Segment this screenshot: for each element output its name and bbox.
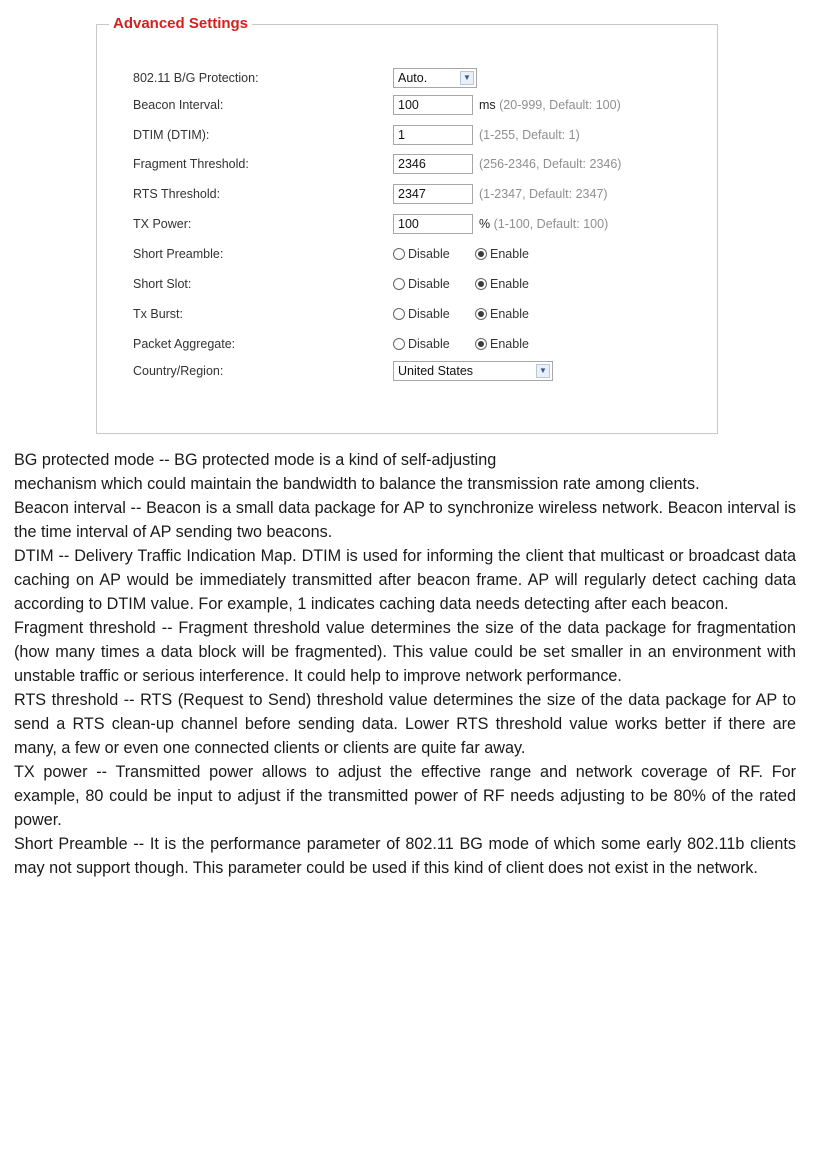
row-tx-power [133,213,717,239]
enable-label: Enable [490,247,529,261]
tx-burst-enable-option[interactable] [475,307,529,321]
dtim-paragraph: DTIM -- Delivery Traffic Indication Map. DTIM is used for informing the client that multicast or broadcast data caching on AP would be immediately transmitted after beacon frame. AP will regularly detect caching data according to DTIM value. For example, 1 indicates caching data needs detecting after each beacon. [14,547,796,613]
beacon-interval-unit: ms [479,98,496,112]
tx-burst-label: Tx Burst: [133,307,184,321]
row-fragment-threshold [133,153,717,179]
row-short-slot [133,273,717,299]
dtim-label: DTIM (DTIM): [133,128,210,142]
row-packet-aggregate [133,333,717,359]
short-preamble-enable-option[interactable] [475,247,529,261]
row-tx-burst [133,303,717,329]
dtim-hint: (1-255, Default: 1) [479,128,580,142]
tx-power-range: (1-100, Default: 100) [490,217,609,231]
short-preamble-disable-option[interactable] [393,247,450,261]
short-preamble-label: Short Preamble: [133,247,224,261]
disable-label: Disable [408,307,450,321]
row-beacon-interval [133,94,717,120]
tx-power-paragraph: TX power -- Transmitted power allows to adjust the effective range and network coverage of RF. For example, 80 could be input to adjust if the transmitted power of RF needs adjusting to be 80% of the rated power. [14,763,796,829]
rts-threshold-paragraph: RTS threshold -- RTS (Request to Send) threshold value determines the size of the data package for AP to send a RTS clean-up channel before sending data. Lower RTS threshold value works better if there are many, a few or even one connected clients or clients are quite far away. [14,691,796,757]
tx-burst-disable-option[interactable] [393,307,450,321]
bg-protection-label: 802.11 B/G Protection: [133,71,259,85]
chevron-down-icon: ▼ [536,364,550,378]
tx-power-hint [479,217,608,231]
chevron-down-icon: ▼ [460,71,474,85]
bg-protection-select[interactable] [393,68,477,88]
row-bg-protection [133,67,717,93]
short-slot-enable-option[interactable] [475,277,529,291]
disable-label: Disable [408,337,450,351]
row-short-preamble [133,243,717,269]
bg-protection-value: Auto. [398,71,428,85]
bg-protected-mode-paragraph: BG protected mode -- BG protected mode is a kind of self-adjusting [14,451,497,469]
short-slot-enable-radio[interactable] [475,278,487,290]
fragment-threshold-label: Fragment Threshold: [133,157,249,171]
country-region-value: United States [398,364,474,378]
rts-threshold-hint: (1-2347, Default: 2347) [479,187,608,201]
rts-threshold-input[interactable]: 2347 [393,184,473,204]
beacon-interval-range: (20-999, Default: 100) [495,98,621,112]
packet-aggregate-disable-option[interactable] [393,337,450,351]
packet-aggregate-label: Packet Aggregate: [133,337,236,351]
short-preamble-enable-radio[interactable] [475,248,487,260]
beacon-interval-hint [479,98,621,112]
enable-label: Enable [490,277,529,291]
enable-label: Enable [490,307,529,321]
beacon-interval-input[interactable]: 100 [393,95,473,115]
short-slot-disable-option[interactable] [393,277,450,291]
country-region-label: Country/Region: [133,364,224,378]
row-dtim [133,124,717,150]
row-rts-threshold [133,183,717,209]
country-region-select[interactable] [393,361,553,381]
tx-power-label: TX Power: [133,217,192,231]
tx-burst-enable-radio[interactable] [475,308,487,320]
beacon-interval-label: Beacon Interval: [133,98,224,112]
bg-protected-mode-paragraph-cont: mechanism which could maintain the bandwidth to balance the transmission rate among clients. [14,475,700,493]
short-slot-disable-radio[interactable] [393,278,405,290]
description-text [14,448,796,880]
row-country-region [133,360,717,386]
tx-burst-disable-radio[interactable] [393,308,405,320]
short-preamble-disable-radio[interactable] [393,248,405,260]
disable-label: Disable [408,247,450,261]
enable-label: Enable [490,337,529,351]
short-slot-label: Short Slot: [133,277,192,291]
fragment-threshold-hint: (256-2346, Default: 2346) [479,157,622,171]
beacon-interval-paragraph: Beacon interval -- Beacon is a small data package for AP to synchronize wireless network. Beacon interval is the time interval of AP sending two beacons. [14,499,796,541]
packet-aggregate-disable-radio[interactable] [393,338,405,350]
disable-label: Disable [408,277,450,291]
tx-power-input[interactable]: 100 [393,214,473,234]
packet-aggregate-enable-option[interactable] [475,337,529,351]
dtim-input[interactable]: 1 [393,125,473,145]
advanced-settings-panel [96,15,718,434]
packet-aggregate-enable-radio[interactable] [475,338,487,350]
fragment-threshold-input[interactable]: 2346 [393,154,473,174]
rts-threshold-label: RTS Threshold: [133,187,221,201]
panel-title: Advanced Settings [109,15,252,32]
short-preamble-paragraph: Short Preamble -- It is the performance parameter of 802.11 BG mode of which some early 802.11b clients may not support though. This parameter could be used if this kind of client does not exist in the network. [14,835,796,877]
fragment-threshold-paragraph: Fragment threshold -- Fragment threshold value determines the size of the data package for fragmentation (how many times a data block will be fragmented). This value could be set smaller in an environment with unstable traffic or serious interference. It could help to improve network performance. [14,619,796,685]
tx-power-unit: % [479,217,491,231]
